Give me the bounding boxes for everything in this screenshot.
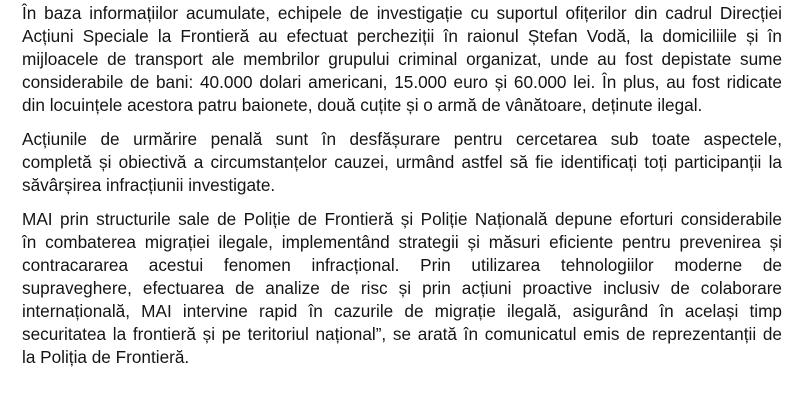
text-line: securitatea la frontieră și pe teritoriul național”, se arată în comunicatul emis de reprezentanții de	[22, 324, 782, 344]
text-line: considerabile de bani: 40.000 dolari americani, 15.000 euro și 60.000 lei. În plus, au fost ridicate	[22, 72, 782, 92]
text-line: Acțiunile de urmărire penală sunt în desfășurare pentru cercetarea sub toate aspectele,	[22, 129, 782, 149]
text-line: completă și obiectivă a circumstanțelor cauzei, urmând astfel să fie identificați toți participanții la	[22, 152, 782, 172]
text-line: la Poliția de Frontieră.	[22, 347, 190, 367]
text-line: mijloacele de transport ale membrilor grupului criminal organizat, unde au fost depistate sume	[22, 49, 782, 69]
text-line: internațională, MAI intervine rapid în cazurile de migrație ilegală, asigurând în același timp	[22, 301, 782, 321]
text-line: contracararea acestui fenomen infracțional. Prin utilizarea tehnologiilor moderne de	[22, 255, 782, 275]
paragraph-criminal-prosecution	[22, 128, 782, 197]
text-line: În baza informațiilor acumulate, echipele de investigație cu suportul ofițerilor din cadrul Direcției	[22, 3, 782, 23]
text-line: supraveghere, efectuarea de analize de risc și prin acțiuni proactive inclusiv de colaborare	[22, 278, 782, 298]
paragraph-search-results	[22, 2, 782, 117]
paragraph-mai-statement	[22, 208, 782, 369]
text-line: din locuințele acestora patru baionete, două cuțite și o armă de vânătoare, deținute ilegal.	[22, 95, 703, 115]
text-line: în combaterea migrației ilegale, implementând strategii și măsuri eficiente pentru prevenirea și	[22, 232, 782, 252]
text-line: MAI prin structurile sale de Poliție de Frontieră și Poliție Națională depune eforturi considerabile	[22, 209, 782, 229]
article-body	[22, 2, 782, 369]
text-line: săvârșirea infracțiunii investigate.	[22, 175, 276, 195]
text-line: Acțiuni Speciale la Frontieră au efectuat percheziții în raionul Ștefan Vodă, la domiciliile și în	[22, 26, 782, 46]
